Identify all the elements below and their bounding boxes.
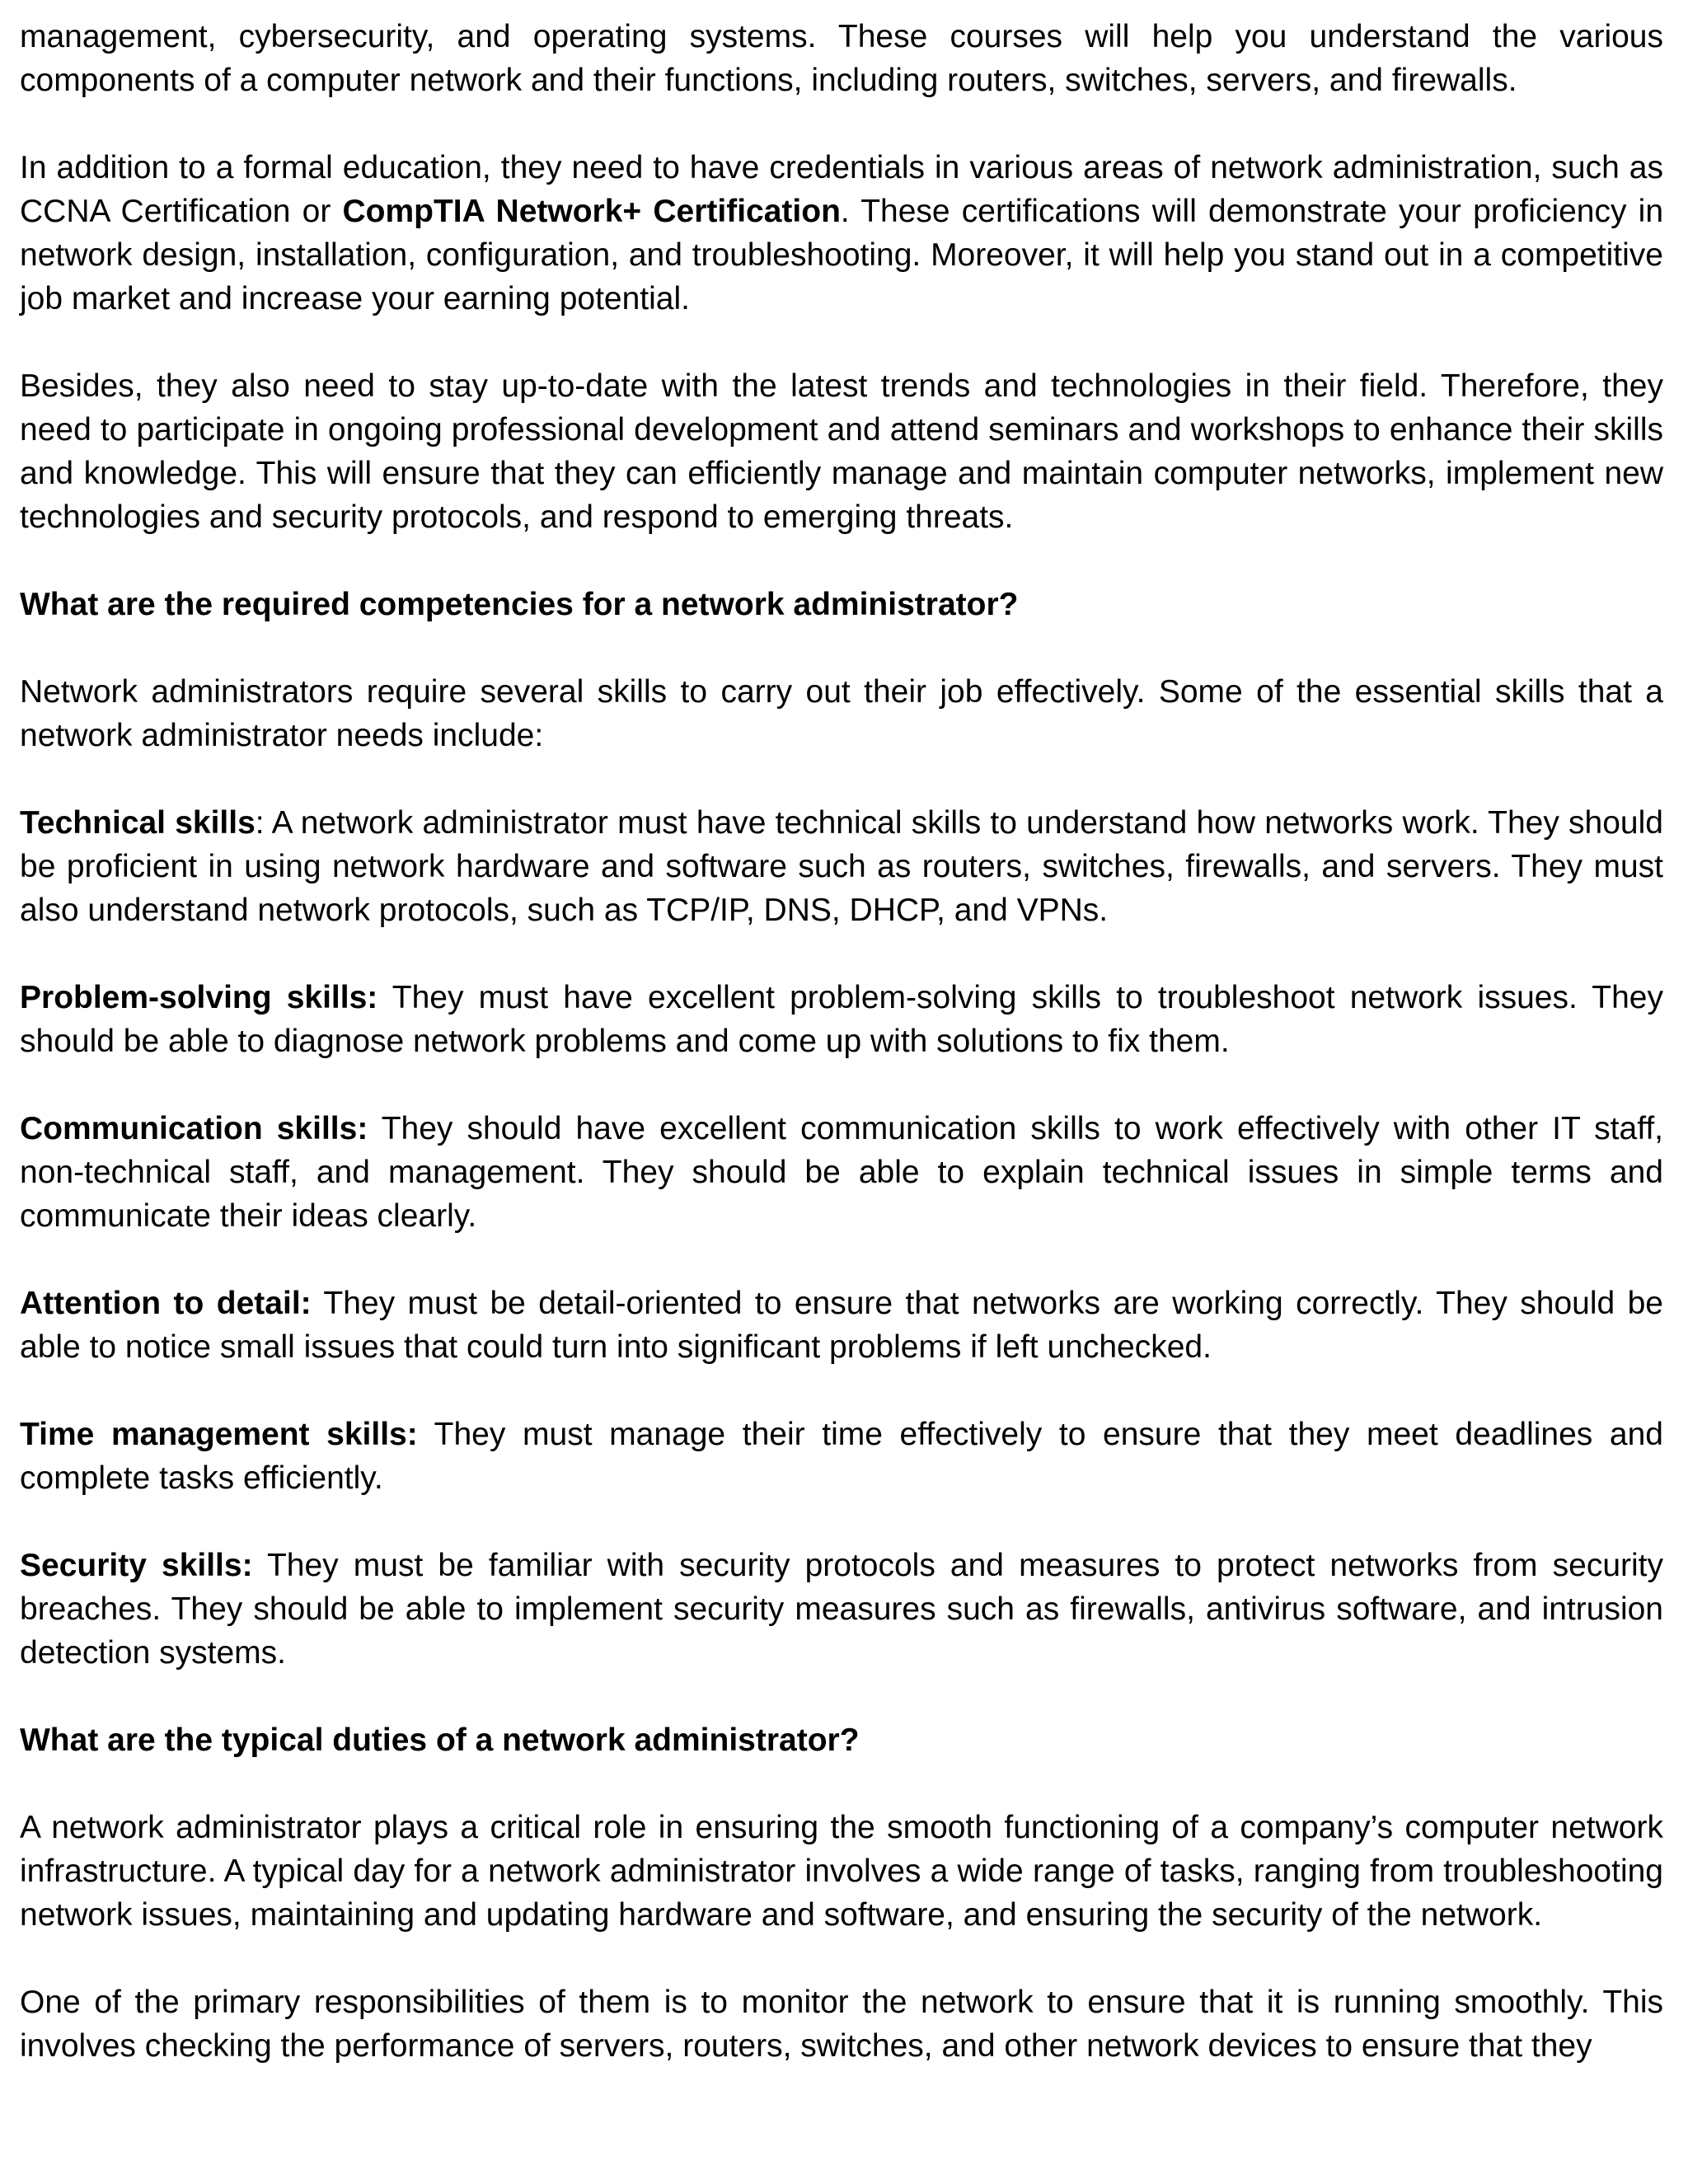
skill-communication	[20, 1107, 1663, 1238]
monitoring-text: One of the primary responsibilities of them is to monitor the network to ensure that it is running smoothly. This involves checking the performance of servers, routers, switches, and other network devices to ensure that they	[20, 1985, 1663, 2064]
skill-separator: :	[255, 805, 272, 841]
certifications-text-end: . These certifications will demonstrate your proficiency in network design, installation, configuration, and troubleshooting. Moreover, it will help you stand out in a competitive job market and increase your earning potential.	[20, 194, 1664, 316]
skill-description: They must have excellent problem-solving skills to troubleshoot network issues. They should be able to diagnose network problems and come up with solutions to fix them.	[20, 980, 1663, 1059]
comptia-certification-bold: CompTIA Network+ Certification	[342, 194, 841, 229]
skill-separator	[312, 1286, 324, 1321]
paragraph-skills-intro	[20, 670, 1663, 757]
skill-separator	[368, 1111, 381, 1146]
skill-description: They must manage their time effectively to ensure that they meet deadlines and complete tasks efficiently.	[20, 1417, 1663, 1496]
professional-development-text: Besides, they also need to stay up-to-date with the latest trends and technologies in their field. Therefore, they need to participate in ongoing professional development and attend seminars and workshops to enhance their skills and knowledge. This will ensure that they can efficiently manage and maintain computer networks, implement new technologies and security protocols, and respond to emerging threats.	[20, 368, 1663, 535]
duties-overview-text: A network administrator plays a critical role in ensuring the smooth functioning of a company’s computer network infrastructure. A typical day for a network administrator involves a wide range of tasks, ranging from troubleshooting network issues, maintaining and updating hardware and software, and ensuring the security of the network.	[20, 1810, 1663, 1933]
heading-required-competencies: What are the required competencies for a network administrator?	[20, 587, 1019, 622]
skill-description: A network administrator must have technical skills to understand how networks work. They should be proficient in using network hardware and software such as routers, switches, firewalls, and servers. They must also understand network protocols, such as TCP/IP, DNS, DHCP, and VPNs.	[20, 805, 1663, 928]
skill-title: Communication skills:	[20, 1111, 368, 1146]
skill-description: They must be detail-oriented to ensure that networks are working correctly. They should be able to notice small issues that could turn into significant problems if left unchecked.	[20, 1286, 1663, 1365]
skill-security	[20, 1544, 1663, 1675]
document-page	[20, 15, 1663, 2068]
heading-typical-duties: What are the typical duties of a network administrator?	[20, 1722, 860, 1758]
skill-technical	[20, 801, 1663, 932]
paragraph-education-text: management, cybersecurity, and operating systems. These courses will help you understand the various components of a computer network and their functions, including routers, switches, servers, and firewalls.	[20, 19, 1663, 98]
skill-title: Security skills:	[20, 1548, 253, 1583]
paragraph-duties-overview	[20, 1806, 1663, 1937]
paragraph-monitoring	[20, 1980, 1663, 2068]
paragraph-education	[20, 15, 1663, 102]
skill-separator	[418, 1417, 434, 1452]
skill-separator	[377, 980, 392, 1015]
skill-time-management	[20, 1413, 1663, 1500]
skill-description: They must be familiar with security protocols and measures to protect networks from security breaches. They should be able to implement security measures such as firewalls, antivirus software, and intrusion detection systems.	[20, 1548, 1664, 1671]
skill-attention-to-detail	[20, 1282, 1663, 1369]
skill-problem-solving	[20, 976, 1663, 1063]
skills-intro-text: Network administrators require several skills to carry out their job effectively. Some of the essential skills that a network administrator needs include:	[20, 674, 1663, 753]
skill-description: They should have excellent communication skills to work effectively with other IT staff, non-technical staff, and management. They should be able to explain technical issues in simple terms and communicate their ideas clearly.	[20, 1111, 1664, 1234]
certifications-text-start: In addition to a formal education, they need to have credentials in various areas of network administration, such as CCNA Certification or	[20, 150, 1663, 229]
skill-title: Technical skills	[20, 805, 256, 841]
skill-separator	[253, 1548, 267, 1583]
skill-title: Problem-solving skills:	[20, 980, 378, 1015]
paragraph-certifications	[20, 146, 1663, 321]
skill-title: Attention to detail:	[20, 1286, 312, 1321]
skill-title: Time management skills:	[20, 1417, 418, 1452]
paragraph-professional-development	[20, 364, 1663, 539]
